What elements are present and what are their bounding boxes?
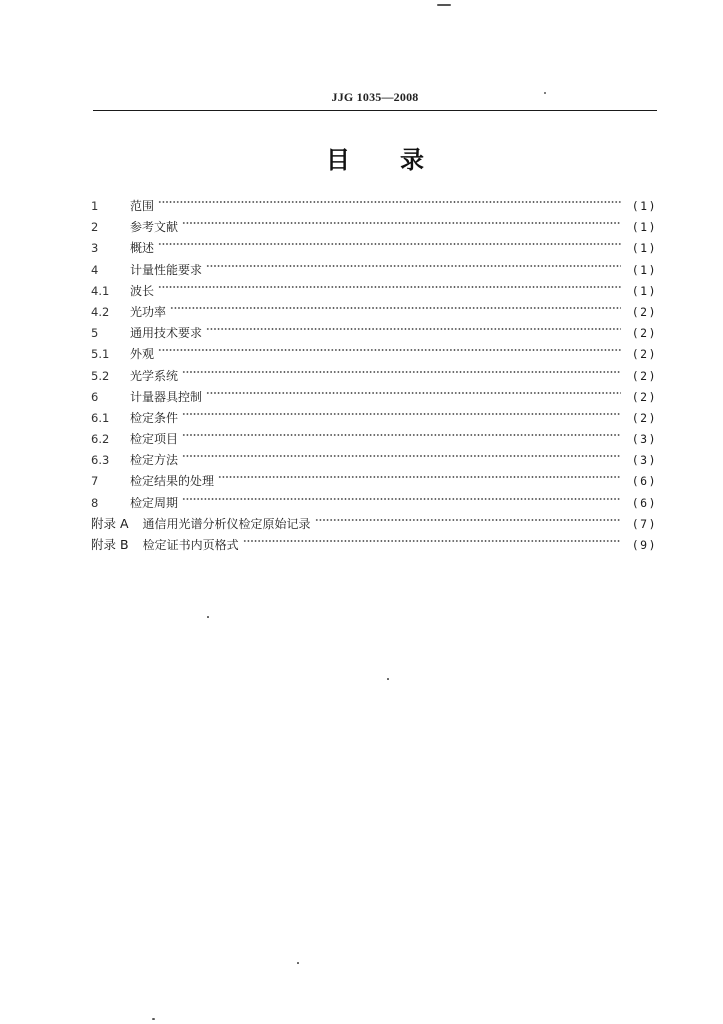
toc-entry-number: 5.1 [91, 347, 110, 362]
toc-entry-label: 计量性能要求 [130, 262, 203, 277]
header-rule [93, 110, 657, 111]
toc-entry-number: 4.2 [91, 304, 110, 319]
toc-entry-page: (2) [631, 347, 657, 362]
toc-entry-page: (3) [631, 432, 657, 447]
toc-entry-page: (2) [631, 389, 657, 404]
toc-entry[interactable] [91, 189, 657, 213]
toc-entry-number: 4.1 [91, 283, 110, 298]
toc-entry-page: (1) [631, 199, 657, 213]
toc-leader-dots [315, 507, 621, 528]
toc-leader-dots [243, 528, 621, 549]
toc-entry-label: 通用技术要求 [130, 326, 203, 341]
toc-leader-dots [182, 210, 621, 231]
scan-speck [207, 616, 209, 618]
toc-leader-dots [218, 464, 621, 485]
toc-entry-label: 检定项目 [130, 432, 179, 447]
toc-title-char-1: 目 [326, 146, 350, 174]
toc-entry-label: 检定条件 [130, 410, 179, 425]
toc-entry-page: (9) [631, 538, 657, 552]
toc-entry-page: (6) [631, 495, 657, 510]
toc-title-char-2: 录 [400, 146, 424, 174]
toc-entry-label: 参考文献 [130, 220, 179, 235]
toc-entry-label: 外观 [130, 347, 155, 362]
toc-entry-number: 附录 A [91, 515, 129, 531]
standard-code-header: JJG 1035—2008 [331, 90, 419, 104]
scan-speck [387, 678, 389, 680]
toc-entry-number: 6 [91, 389, 99, 404]
toc-leader-dots [206, 380, 621, 401]
toc-leader-dots [182, 401, 621, 422]
toc-entry-label: 计量器具控制 [130, 389, 203, 404]
toc-leader-dots [206, 253, 621, 274]
toc-entry-page: (1) [631, 262, 657, 277]
toc-entry-number: 8 [91, 495, 99, 510]
toc-entry-label: 通信用光谱分析仪检定原始记录 [142, 516, 311, 531]
toc-entry-number: 6.1 [91, 410, 110, 425]
toc-entry-number: 1 [91, 199, 99, 213]
toc-entry-number: 3 [91, 241, 99, 256]
scan-speck [297, 962, 299, 964]
toc-leader-dots [182, 443, 621, 464]
toc-entry-label: 范围 [130, 199, 155, 213]
toc-entry-page: (2) [631, 368, 657, 383]
toc-entry[interactable] [91, 210, 657, 235]
toc-entry-label: 检定结果的处理 [130, 474, 215, 489]
toc-entry[interactable] [91, 316, 657, 341]
toc-entry-label: 波长 [130, 283, 155, 298]
scan-speck [544, 92, 546, 94]
toc-leader-dots [158, 274, 621, 295]
toc-entry-page: (1) [631, 220, 657, 235]
toc-entry-label: 光学系统 [130, 368, 179, 383]
toc-entry-number: 5 [91, 326, 99, 341]
toc-entry-label: 检定周期 [130, 495, 179, 510]
toc-entry-page: (2) [631, 304, 657, 319]
toc-entry-page: (1) [631, 241, 657, 256]
toc-entry[interactable] [91, 274, 657, 298]
toc-entry-number: 4 [91, 262, 99, 277]
toc-entry-number: 6.2 [91, 432, 110, 447]
toc-leader-dots [158, 231, 621, 252]
toc-entry-page: (2) [631, 326, 657, 341]
toc-entry[interactable] [91, 231, 657, 256]
toc-entry[interactable] [91, 253, 657, 277]
toc-entry-label: 概述 [130, 241, 155, 256]
toc-entry-number: 2 [91, 220, 99, 235]
toc-entry-number: 附录 B [91, 537, 129, 552]
toc-leader-dots [182, 486, 621, 507]
scan-speck [437, 4, 451, 6]
toc-entry[interactable] [91, 295, 657, 319]
toc-leader-dots [206, 316, 621, 337]
toc-entry-label: 检定证书内页格式 [142, 538, 239, 552]
toc-entry-page: (6) [631, 474, 657, 489]
toc-leader-dots [158, 337, 621, 358]
toc-leader-dots [170, 295, 621, 316]
toc-entry-number: 7 [91, 474, 99, 489]
toc-leader-dots [182, 359, 621, 380]
toc-title [93, 140, 657, 175]
toc-entry-label: 检定方法 [130, 453, 179, 468]
toc-entry[interactable] [91, 359, 657, 383]
toc-leader-dots [158, 189, 621, 210]
toc-entry-number: 5.2 [91, 368, 110, 383]
toc-leader-dots [182, 422, 621, 443]
toc-entry-page: (2) [631, 410, 657, 425]
table-of-contents [91, 189, 657, 552]
toc-entry-page: (7) [631, 516, 657, 531]
toc-entry-page: (3) [631, 453, 657, 468]
scan-speck [152, 1018, 155, 1020]
toc-entry[interactable] [91, 337, 657, 362]
toc-entry-number: 6.3 [91, 453, 110, 468]
toc-entry-label: 光功率 [130, 304, 167, 319]
toc-entry-page: (1) [631, 283, 657, 298]
